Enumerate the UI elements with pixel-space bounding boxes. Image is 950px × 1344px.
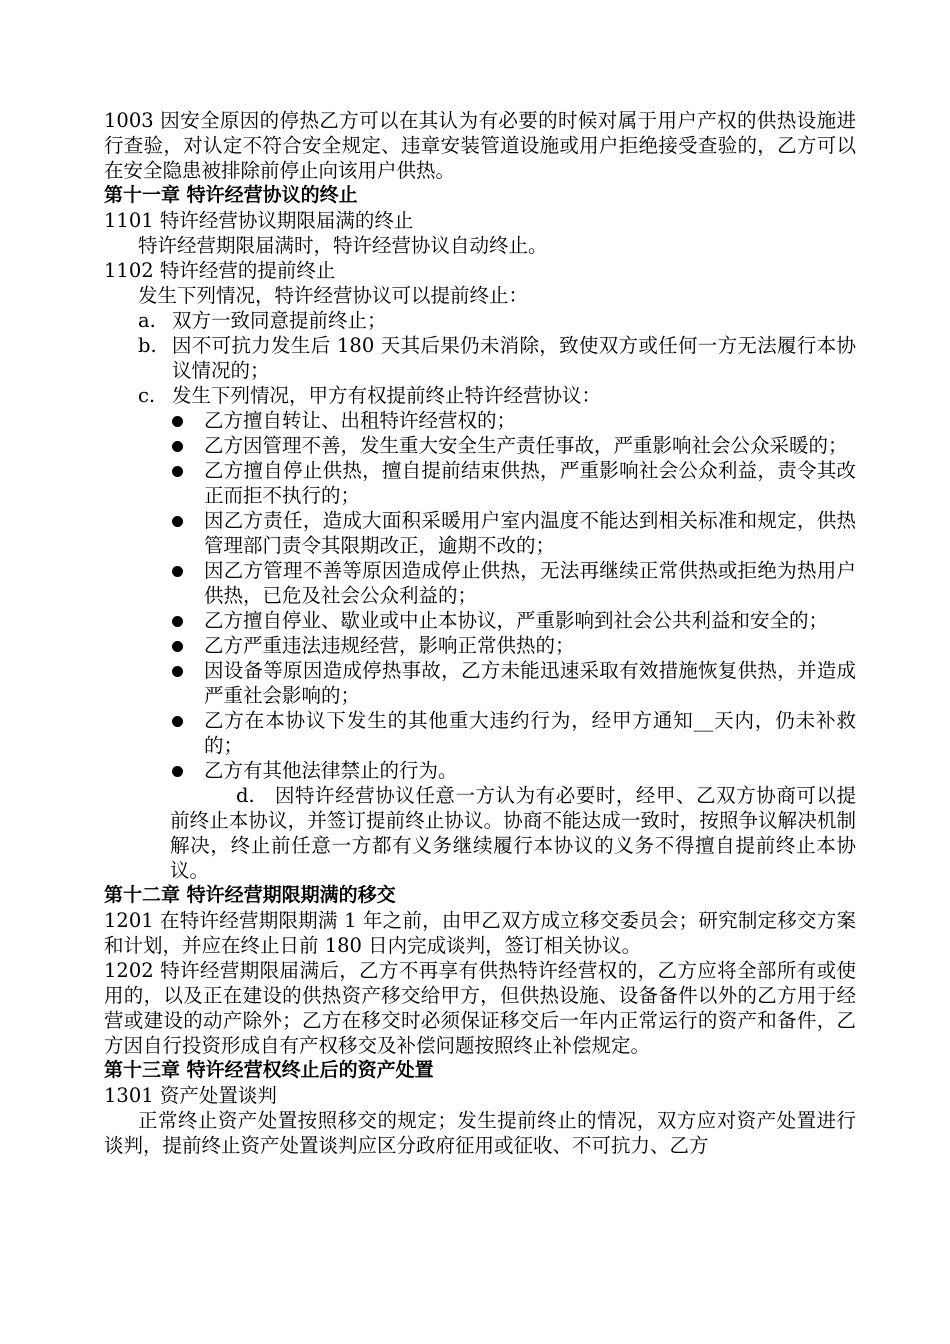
bullet-text: 乙方有其他法律禁止的行为。: [204, 759, 458, 782]
bullet-item: [104, 508, 856, 558]
list-item-c: [104, 383, 856, 408]
list-item-d: [104, 783, 856, 883]
bullet-text: 乙方严重违法违规经营，影响正常供热的；: [204, 634, 575, 657]
list-marker: d.: [236, 784, 255, 807]
bullet-item: [104, 708, 856, 758]
bullet-dot-icon: [170, 508, 204, 558]
document-page: [104, 108, 856, 1158]
bullet-text: 乙方在本协议下发生的其他重大违约行为，经甲方通知__天内，仍未补救的；: [204, 709, 856, 757]
bullet-text: 因设备等原因造成停热事故，乙方未能迅速采取有效措施恢复供热，并造成严重社会影响的；: [204, 659, 856, 707]
clause-1201: 1201 在特许经营期限期满 1 年之前，由甲乙双方成立移交委员会；研究制定移交方案和计划，并应在终止日前 180 日内完成谈判，签订相关协议。: [104, 909, 856, 957]
bullet-item: [104, 558, 856, 608]
bullet-item: [104, 658, 856, 708]
chapter-11-title: 第十一章 特许经营协议的终止: [104, 184, 358, 206]
bullet-dot-icon: [170, 433, 204, 458]
bullet-text: 因乙方责任，造成大面积采暖用户室内温度不能达到相关标准和规定，供热管理部门责令其限期改正，逾期不改的；: [204, 509, 856, 557]
bullet-text: 乙方擅自转让、出租特许经营权的；: [204, 409, 517, 432]
clause-1301-title: 1301 资产处置谈判: [104, 1084, 277, 1107]
bullet-dot-icon: [170, 708, 204, 758]
bullet-item: [104, 758, 856, 783]
bullet-item: [104, 408, 856, 433]
bullet-text: 乙方擅自停止供热，擅自提前结束供热，严重影响社会公众利益，责令其改正而拒不执行的；: [204, 459, 856, 507]
list-marker: a.: [138, 309, 156, 332]
bullet-text: 乙方因管理不善，发生重大安全生产责任事故，严重影响社会公众采暖的；: [204, 434, 848, 457]
clause-1102-intro: 发生下列情况，特许经营协议可以提前终止：: [138, 284, 529, 307]
list-item-text: 发生下列情况，甲方有权提前终止特许经营协议：: [172, 384, 602, 407]
bullet-dot-icon: [170, 758, 204, 783]
clause-1202: 1202 特许经营期限届满后，乙方不再享有供热特许经营权的，乙方应将全部所有或使用的，以及正在建设的供热资产移交给甲方，但供热设施、设备备件以外的乙方用于经营或建设的动产除外；乙方在移交时必须保证移交后一年内正常运行的资产和备件，乙方因自行投资形成自有产权移交及补偿问题按照终止补偿规定。: [104, 959, 856, 1057]
bullet-dot-icon: [170, 408, 204, 433]
list-item-a: [104, 308, 856, 333]
clause-1003: 1003 因安全原因的停热乙方可以在其认为有必要的时候对属于用户产权的供热设施进行查验，对认定不符合安全规定、违章安装管道设施或用户拒绝接受查验的，乙方可以在安全隐患被排除前停止向该用户供热。: [104, 109, 856, 182]
bullet-item: [104, 608, 856, 633]
bullet-item: [104, 458, 856, 508]
list-item-text: 因特许经营协议任意一方认为有必要时，经甲、乙双方协商可以提前终止本协议，并签订提前终止协议。协商不能达成一致时，按照争议解决机制解决，终止前任意一方都有义务继续履行本协议的义务不得擅自提前终止本协议。: [170, 784, 856, 882]
bullet-dot-icon: [170, 658, 204, 708]
bullet-text: 乙方擅自停业、歇业或中止本协议，严重影响到社会公共利益和安全的；: [204, 609, 829, 632]
list-marker: c.: [138, 384, 156, 407]
bullet-dot-icon: [170, 558, 204, 608]
bullet-item: [104, 433, 856, 458]
bullet-dot-icon: [170, 608, 204, 633]
list-item-text: 双方一致同意提前终止；: [172, 309, 387, 332]
list-item-text: 因不可抗力发生后 180 天其后果仍未消除，致使双方或任何一方无法履行本协议情况的；: [172, 334, 856, 382]
clause-1101-text: 特许经营期限届满时，特许经营协议自动终止。: [138, 234, 548, 257]
clause-1301-text: 正常终止资产处置按照移交的规定；发生提前终止的情况，双方应对资产处置进行谈判，提前终止资产处置谈判应区分政府征用或征收、不可抗力、乙方: [104, 1109, 856, 1157]
bullet-text: 因乙方管理不善等原因造成停止供热，无法再继续正常供热或拒绝为热用户供热，已危及社会公众利益的；: [204, 559, 856, 607]
list-marker: b.: [138, 334, 157, 357]
chapter-13-title: 第十三章 特许经营权终止后的资产处置: [104, 1059, 434, 1081]
bullet-item: [104, 633, 856, 658]
clause-1102-title: 1102 特许经营的提前终止: [104, 259, 336, 282]
bullet-dot-icon: [170, 633, 204, 658]
list-item-b: [104, 333, 856, 383]
bullet-dot-icon: [170, 458, 204, 508]
clause-1101-title: 1101 特许经营协议期限届满的终止: [104, 209, 414, 232]
chapter-12-title: 第十二章 特许经营期限期满的移交: [104, 884, 396, 906]
